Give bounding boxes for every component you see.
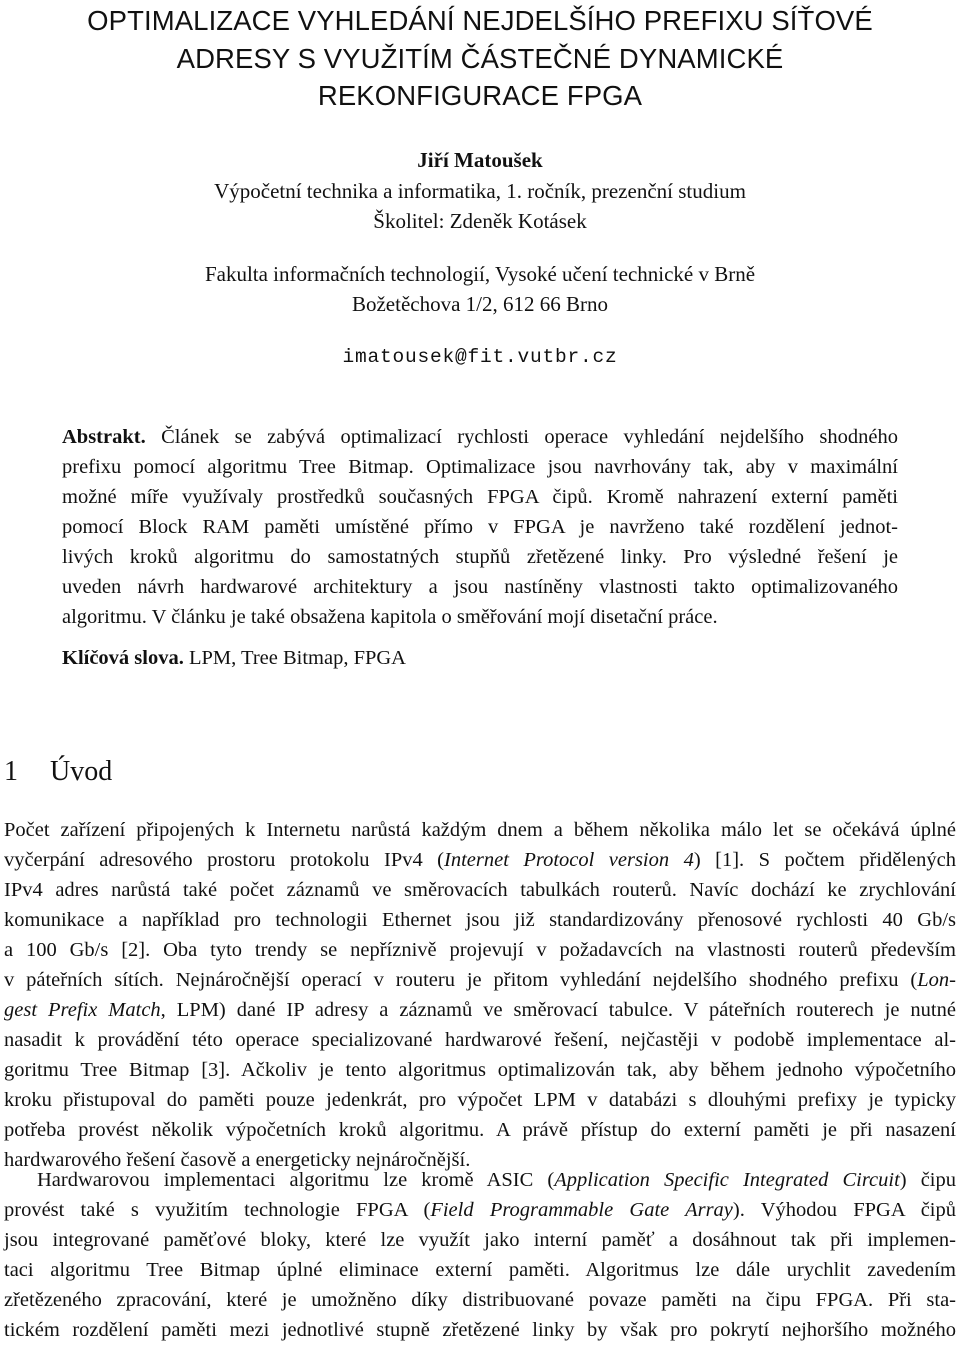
keywords [62, 643, 406, 673]
text-line: gest Prefix Match, LPM) dané IP adresy a záznamů ve směrovací tabulce. V páteřních routerech je nutné [4, 999, 956, 1021]
study-program: Výpočetní technika a informatika, 1. ročník, prezenční studium [214, 179, 746, 203]
text-line: a 100 Gb/s [2]. Oba tyto trendy se nepříznivě projevují v požadavcích na vlastnosti routerů především [4, 939, 956, 961]
abstract-line: Abstrakt. Článek se zabývá optimalizací rychlosti operace vyhledání nejdelšího shodného [62, 426, 898, 448]
text-line: IPv4 adres narůstá také počet záznamů ve směrovacích tabulkách routerů. Navíc dochází ke zrychlování [4, 879, 956, 901]
address: Božetěchova 1/2, 612 66 Brno [351, 292, 609, 316]
text-line: taci algoritmu Tree Bitmap úplné eliminace externí paměti. Algoritmus lze dále urychlit zavedením [4, 1259, 956, 1281]
abstract-line: pomocí Block RAM paměti umístěné přímo v FPGA je navrženo také rozdělení jednot- [62, 516, 898, 538]
text-line: komunikace a například pro technologii Ethernet jsou již standardizovány přenosové rychlosti 40 Gb/s [4, 909, 956, 931]
paragraph-intro-2 [4, 1165, 956, 1345]
abstract-line: livých kroků algoritmu do samostatných stupňů zřetězené linky. Pro výsledné řešení je [62, 546, 898, 568]
paragraph-intro-1 [4, 815, 956, 1175]
abstract-line: uveden návrh hardwarové architektury a jsou nastíněny vlastnosti takto optimalizovaného [62, 576, 898, 598]
text-line: kroku přistupoval do paměti pouze jedenkrát, pro výpočet LPM v databázi s dlouhými prefixy je typicky [4, 1089, 956, 1111]
text-line: nasadit k provádění této operace specializované hardwarové řešení, nejčastěji v podobě implementace al- [4, 1029, 956, 1051]
title-line: REKONFIGURACE FPGA [317, 80, 643, 111]
abstract-line: prefixu pomocí algoritmu Tree Bitmap. Optimalizace jsou navrhovány tak, aby v maximální [62, 456, 898, 478]
text-line: v páteřních sítích. Nejnáročnější operací v routeru je přitom vyhledání nejdelšího shodného prefixu (Lon- [4, 969, 956, 991]
section-number: 1 [4, 756, 18, 787]
text-line: jsou integrované paměťové bloky, které lze využít jako interní paměť a dosáhnout tak při implemen- [4, 1229, 956, 1251]
title-line: ADRESY S VYUŽITÍM ČÁSTEČNÉ DYNAMICKÉ [176, 42, 784, 74]
text-line: provést také s využitím technologie FPGA (Field Programmable Gate Array). Výhodou FPGA čipů [4, 1199, 956, 1221]
section-title: Úvod [50, 756, 113, 787]
abstract-label: Abstrakt. [62, 426, 146, 448]
text-line: goritmu Tree Bitmap [3]. Ačkoliv je tento algoritmus optimalizován tak, aby během jednoho výpočetního [4, 1059, 956, 1081]
abstract-line: možné míře využívaly prostředků současných FPGA čipů. Kromě nahrazení externí paměti [62, 486, 898, 508]
text-line: Hardwarovou implementaci algoritmu lze kromě ASIC (Application Specific Integrated Circuit) čipu [37, 1169, 956, 1191]
section-heading [4, 752, 112, 792]
keywords-value: LPM, Tree Bitmap, FPGA [183, 647, 406, 669]
supervisor: Školitel: Zdeněk Kotásek [373, 209, 587, 233]
text-line: hardwarového řešení časově a energeticky nejnáročnější. [4, 1149, 471, 1171]
title-line: OPTIMALIZACE VYHLEDÁNÍ NEJDELŠÍHO PREFIXU SÍŤOVÉ [87, 5, 873, 36]
text-line: potřeba provést několik výpočetních kroků algoritmu. A právě přístup do externí paměti je při nasazení [4, 1119, 956, 1141]
email: imatousek@fit.vutbr.cz [342, 346, 618, 368]
text-line: Počet zařízení připojených k Internetu narůstá každým dnem a během několika málo let se očekává úplné [4, 819, 956, 841]
text-line: vyčerpání adresového prostoru protokolu IPv4 (Internet Protocol version 4) [1]. S počtem přidělených [4, 849, 956, 871]
paper-title [0, 2, 960, 115]
faculty: Fakulta informačních technologií, Vysoké učení technické v Brně [204, 262, 756, 286]
author-name: Jiří Matoušek [417, 148, 543, 172]
text-line: zřetězeného zpracování, které je umožněno díky distribuované povaze paměti na čipu FPGA. Při sta- [4, 1289, 956, 1311]
abstract [62, 422, 898, 632]
abstract-line: algoritmu. V článku je také obsažena kapitola o směřování mojí disetační práce. [62, 606, 718, 628]
keywords-label: Klíčová slova. [62, 647, 184, 669]
text-line: tickém rozdělení paměti mezi jednotlivé stupně zřetězené linky by však pro pokrytí nejhoršího možného [4, 1319, 956, 1341]
